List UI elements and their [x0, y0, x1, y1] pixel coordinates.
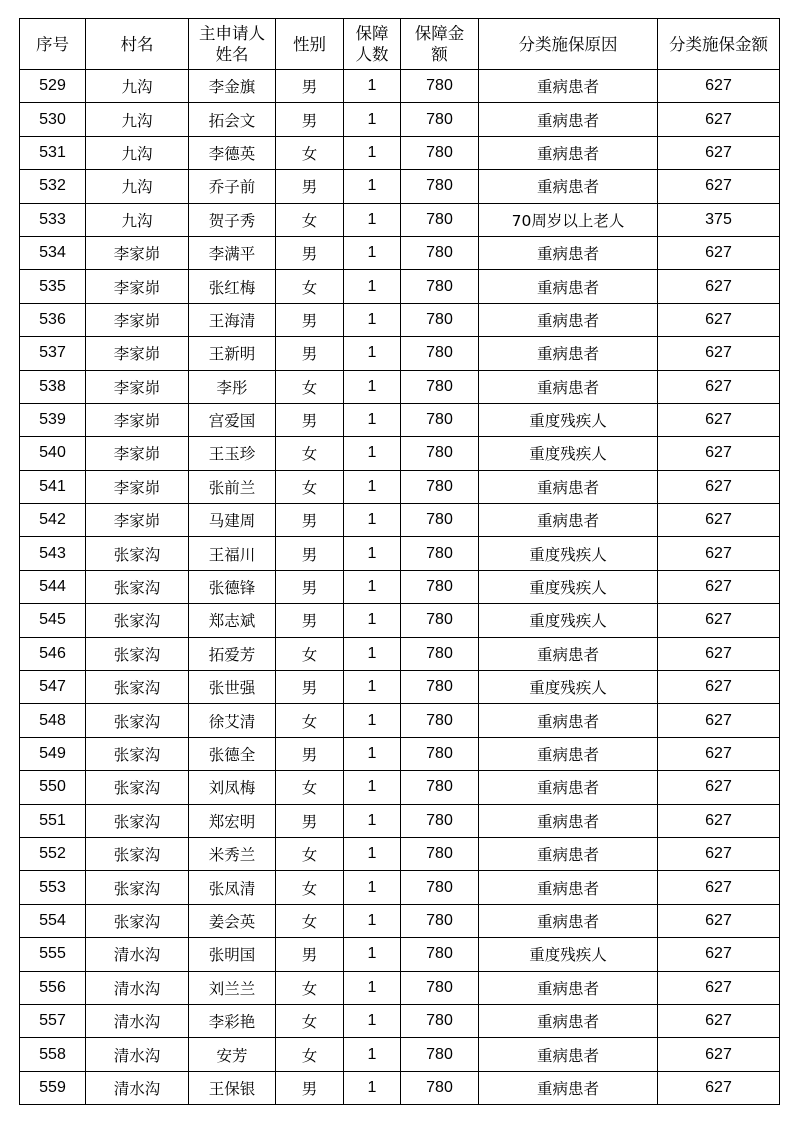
- serial-cell: 536: [20, 303, 86, 336]
- serial-cell: 539: [20, 403, 86, 436]
- persons-cell: 1: [344, 70, 401, 103]
- persons-cell: 1: [344, 437, 401, 470]
- serial-cell: 546: [20, 637, 86, 670]
- table-row: [20, 570, 780, 603]
- category-amount-cell: 627: [658, 938, 780, 971]
- gender-cell: 女: [276, 704, 344, 737]
- persons-cell: 1: [344, 537, 401, 570]
- serial-cell: 545: [20, 604, 86, 637]
- persons-cell: 1: [344, 1038, 401, 1071]
- applicant-cell: 王福川: [189, 537, 276, 570]
- gender-cell: 男: [276, 671, 344, 704]
- applicant-cell: 李彤: [189, 370, 276, 403]
- serial-cell: 549: [20, 737, 86, 770]
- serial-cell: 557: [20, 1004, 86, 1037]
- gender-cell: 男: [276, 170, 344, 203]
- table-row: [20, 236, 780, 269]
- reason-cell: 重度残疾人: [479, 570, 658, 603]
- table-row: [20, 504, 780, 537]
- village-cell: 李家峁: [86, 337, 189, 370]
- gender-cell: 女: [276, 437, 344, 470]
- applicant-cell: 拓会文: [189, 103, 276, 136]
- table-row: [20, 604, 780, 637]
- serial-cell: 532: [20, 170, 86, 203]
- gender-cell: 男: [276, 70, 344, 103]
- persons-cell: 1: [344, 804, 401, 837]
- serial-cell: 554: [20, 904, 86, 937]
- table-row: [20, 737, 780, 770]
- table-row: [20, 170, 780, 203]
- category-amount-cell: 627: [658, 804, 780, 837]
- header-persons: 保障人数: [344, 19, 401, 70]
- village-cell: 张家沟: [86, 737, 189, 770]
- amount-cell: 780: [401, 504, 479, 537]
- persons-cell: 1: [344, 637, 401, 670]
- gender-cell: 男: [276, 938, 344, 971]
- category-amount-cell: 627: [658, 1038, 780, 1071]
- reason-cell: 70周岁以上老人: [479, 203, 658, 236]
- category-amount-cell: 627: [658, 103, 780, 136]
- gender-cell: 女: [276, 1038, 344, 1071]
- persons-cell: 1: [344, 236, 401, 269]
- persons-cell: 1: [344, 570, 401, 603]
- table-row: [20, 437, 780, 470]
- persons-cell: 1: [344, 604, 401, 637]
- serial-cell: 537: [20, 337, 86, 370]
- amount-cell: 780: [401, 938, 479, 971]
- table-row: [20, 303, 780, 336]
- village-cell: 张家沟: [86, 804, 189, 837]
- serial-cell: 534: [20, 236, 86, 269]
- reason-cell: 重病患者: [479, 871, 658, 904]
- header-applicant: 主申请人姓名: [189, 19, 276, 70]
- category-amount-cell: 627: [658, 837, 780, 870]
- assistance-list-sheet: [19, 18, 780, 1105]
- amount-cell: 780: [401, 904, 479, 937]
- gender-cell: 男: [276, 604, 344, 637]
- village-cell: 李家峁: [86, 403, 189, 436]
- applicant-cell: 姜会英: [189, 904, 276, 937]
- amount-cell: 780: [401, 203, 479, 236]
- reason-cell: 重度残疾人: [479, 671, 658, 704]
- reason-cell: 重病患者: [479, 70, 658, 103]
- header-category-amount: 分类施保金额: [658, 19, 780, 70]
- amount-cell: 780: [401, 971, 479, 1004]
- amount-cell: 780: [401, 236, 479, 269]
- category-amount-cell: 627: [658, 904, 780, 937]
- village-cell: 张家沟: [86, 671, 189, 704]
- applicant-cell: 李德英: [189, 136, 276, 169]
- amount-cell: 780: [401, 771, 479, 804]
- gender-cell: 男: [276, 403, 344, 436]
- header-reason: 分类施保原因: [479, 19, 658, 70]
- village-cell: 清水沟: [86, 1004, 189, 1037]
- amount-cell: 780: [401, 103, 479, 136]
- applicant-cell: 乔子前: [189, 170, 276, 203]
- category-amount-cell: 627: [658, 737, 780, 770]
- serial-cell: 531: [20, 136, 86, 169]
- reason-cell: 重度残疾人: [479, 604, 658, 637]
- serial-cell: 552: [20, 837, 86, 870]
- amount-cell: 780: [401, 837, 479, 870]
- reason-cell: 重病患者: [479, 103, 658, 136]
- serial-cell: 542: [20, 504, 86, 537]
- applicant-cell: 李彩艳: [189, 1004, 276, 1037]
- category-amount-cell: 627: [658, 771, 780, 804]
- applicant-cell: 安芳: [189, 1038, 276, 1071]
- gender-cell: 男: [276, 1071, 344, 1104]
- table-row: [20, 1071, 780, 1104]
- category-amount-cell: 627: [658, 136, 780, 169]
- applicant-cell: 郑志斌: [189, 604, 276, 637]
- table-row: [20, 837, 780, 870]
- serial-cell: 550: [20, 771, 86, 804]
- serial-cell: 547: [20, 671, 86, 704]
- category-amount-cell: 627: [658, 537, 780, 570]
- amount-cell: 780: [401, 270, 479, 303]
- village-cell: 李家峁: [86, 236, 189, 269]
- assistance-table: [19, 18, 780, 1105]
- village-cell: 张家沟: [86, 570, 189, 603]
- table-row: [20, 1004, 780, 1037]
- table-header-row: [20, 19, 780, 70]
- village-cell: 李家峁: [86, 303, 189, 336]
- category-amount-cell: 627: [658, 971, 780, 1004]
- gender-cell: 男: [276, 570, 344, 603]
- category-amount-cell: 375: [658, 203, 780, 236]
- amount-cell: 780: [401, 537, 479, 570]
- persons-cell: 1: [344, 103, 401, 136]
- reason-cell: 重病患者: [479, 136, 658, 169]
- category-amount-cell: 627: [658, 637, 780, 670]
- header-amount: 保障金额: [401, 19, 479, 70]
- category-amount-cell: 627: [658, 303, 780, 336]
- persons-cell: 1: [344, 303, 401, 336]
- serial-cell: 556: [20, 971, 86, 1004]
- village-cell: 九沟: [86, 203, 189, 236]
- applicant-cell: 李金旗: [189, 70, 276, 103]
- applicant-cell: 张前兰: [189, 470, 276, 503]
- serial-cell: 529: [20, 70, 86, 103]
- persons-cell: 1: [344, 170, 401, 203]
- table-row: [20, 771, 780, 804]
- village-cell: 张家沟: [86, 537, 189, 570]
- persons-cell: 1: [344, 1071, 401, 1104]
- reason-cell: 重病患者: [479, 837, 658, 870]
- table-row: [20, 904, 780, 937]
- amount-cell: 780: [401, 136, 479, 169]
- table-row: [20, 270, 780, 303]
- serial-cell: 535: [20, 270, 86, 303]
- category-amount-cell: 627: [658, 403, 780, 436]
- category-amount-cell: 627: [658, 504, 780, 537]
- category-amount-cell: 627: [658, 70, 780, 103]
- reason-cell: 重病患者: [479, 470, 658, 503]
- amount-cell: 780: [401, 804, 479, 837]
- reason-cell: 重病患者: [479, 303, 658, 336]
- applicant-cell: 拓爱芳: [189, 637, 276, 670]
- serial-cell: 559: [20, 1071, 86, 1104]
- village-cell: 九沟: [86, 70, 189, 103]
- amount-cell: 780: [401, 671, 479, 704]
- category-amount-cell: 627: [658, 337, 780, 370]
- persons-cell: 1: [344, 737, 401, 770]
- applicant-cell: 马建周: [189, 504, 276, 537]
- applicant-cell: 贺子秀: [189, 203, 276, 236]
- amount-cell: 780: [401, 1071, 479, 1104]
- persons-cell: 1: [344, 1004, 401, 1037]
- applicant-cell: 王新明: [189, 337, 276, 370]
- serial-cell: 558: [20, 1038, 86, 1071]
- category-amount-cell: 627: [658, 570, 780, 603]
- reason-cell: 重病患者: [479, 337, 658, 370]
- village-cell: 张家沟: [86, 771, 189, 804]
- persons-cell: 1: [344, 771, 401, 804]
- category-amount-cell: 627: [658, 871, 780, 904]
- reason-cell: 重病患者: [479, 1038, 658, 1071]
- amount-cell: 780: [401, 1004, 479, 1037]
- gender-cell: 女: [276, 771, 344, 804]
- persons-cell: 1: [344, 904, 401, 937]
- category-amount-cell: 627: [658, 270, 780, 303]
- applicant-cell: 宫爱国: [189, 403, 276, 436]
- amount-cell: 780: [401, 570, 479, 603]
- applicant-cell: 刘凤梅: [189, 771, 276, 804]
- reason-cell: 重病患者: [479, 370, 658, 403]
- amount-cell: 780: [401, 370, 479, 403]
- amount-cell: 780: [401, 337, 479, 370]
- serial-cell: 541: [20, 470, 86, 503]
- amount-cell: 780: [401, 403, 479, 436]
- reason-cell: 重病患者: [479, 1071, 658, 1104]
- category-amount-cell: 627: [658, 370, 780, 403]
- applicant-cell: 张明国: [189, 938, 276, 971]
- village-cell: 李家峁: [86, 470, 189, 503]
- reason-cell: 重病患者: [479, 771, 658, 804]
- village-cell: 张家沟: [86, 837, 189, 870]
- applicant-cell: 王海清: [189, 303, 276, 336]
- category-amount-cell: 627: [658, 704, 780, 737]
- table-row: [20, 370, 780, 403]
- category-amount-cell: 627: [658, 1071, 780, 1104]
- village-cell: 李家峁: [86, 437, 189, 470]
- gender-cell: 女: [276, 871, 344, 904]
- serial-cell: 530: [20, 103, 86, 136]
- amount-cell: 780: [401, 871, 479, 904]
- reason-cell: 重病患者: [479, 737, 658, 770]
- category-amount-cell: 627: [658, 437, 780, 470]
- amount-cell: 780: [401, 437, 479, 470]
- table-row: [20, 70, 780, 103]
- persons-cell: 1: [344, 403, 401, 436]
- serial-cell: 538: [20, 370, 86, 403]
- applicant-cell: 张德全: [189, 737, 276, 770]
- serial-cell: 540: [20, 437, 86, 470]
- village-cell: 张家沟: [86, 704, 189, 737]
- reason-cell: 重度残疾人: [479, 437, 658, 470]
- gender-cell: 女: [276, 837, 344, 870]
- applicant-cell: 刘兰兰: [189, 971, 276, 1004]
- village-cell: 李家峁: [86, 370, 189, 403]
- table-row: [20, 203, 780, 236]
- table-body: [20, 70, 780, 1105]
- gender-cell: 女: [276, 904, 344, 937]
- category-amount-cell: 627: [658, 604, 780, 637]
- serial-cell: 551: [20, 804, 86, 837]
- gender-cell: 男: [276, 303, 344, 336]
- amount-cell: 780: [401, 470, 479, 503]
- applicant-cell: 米秀兰: [189, 837, 276, 870]
- village-cell: 清水沟: [86, 971, 189, 1004]
- village-cell: 九沟: [86, 136, 189, 169]
- village-cell: 李家峁: [86, 504, 189, 537]
- applicant-cell: 张凤清: [189, 871, 276, 904]
- reason-cell: 重度残疾人: [479, 938, 658, 971]
- applicant-cell: 王保银: [189, 1071, 276, 1104]
- applicant-cell: 郑宏明: [189, 804, 276, 837]
- gender-cell: 女: [276, 136, 344, 169]
- table-row: [20, 938, 780, 971]
- reason-cell: 重病患者: [479, 704, 658, 737]
- amount-cell: 780: [401, 1038, 479, 1071]
- category-amount-cell: 627: [658, 671, 780, 704]
- serial-cell: 543: [20, 537, 86, 570]
- reason-cell: 重病患者: [479, 971, 658, 1004]
- table-row: [20, 337, 780, 370]
- amount-cell: 780: [401, 170, 479, 203]
- applicant-cell: 王玉珍: [189, 437, 276, 470]
- reason-cell: 重度残疾人: [479, 537, 658, 570]
- persons-cell: 1: [344, 704, 401, 737]
- amount-cell: 780: [401, 604, 479, 637]
- category-amount-cell: 627: [658, 236, 780, 269]
- table-row: [20, 470, 780, 503]
- persons-cell: 1: [344, 370, 401, 403]
- applicant-cell: 张世强: [189, 671, 276, 704]
- gender-cell: 女: [276, 470, 344, 503]
- persons-cell: 1: [344, 136, 401, 169]
- village-cell: 李家峁: [86, 270, 189, 303]
- gender-cell: 女: [276, 270, 344, 303]
- table-row: [20, 704, 780, 737]
- header-serial: 序号: [20, 19, 86, 70]
- gender-cell: 女: [276, 1004, 344, 1037]
- table-row: [20, 136, 780, 169]
- reason-cell: 重度残疾人: [479, 403, 658, 436]
- table-row: [20, 1038, 780, 1071]
- table-row: [20, 637, 780, 670]
- persons-cell: 1: [344, 938, 401, 971]
- reason-cell: 重病患者: [479, 270, 658, 303]
- reason-cell: 重病患者: [479, 804, 658, 837]
- applicant-cell: 徐艾清: [189, 704, 276, 737]
- persons-cell: 1: [344, 837, 401, 870]
- village-cell: 张家沟: [86, 604, 189, 637]
- table-row: [20, 971, 780, 1004]
- persons-cell: 1: [344, 971, 401, 1004]
- gender-cell: 女: [276, 637, 344, 670]
- persons-cell: 1: [344, 671, 401, 704]
- gender-cell: 女: [276, 971, 344, 1004]
- gender-cell: 男: [276, 737, 344, 770]
- amount-cell: 780: [401, 704, 479, 737]
- persons-cell: 1: [344, 871, 401, 904]
- gender-cell: 男: [276, 537, 344, 570]
- reason-cell: 重病患者: [479, 236, 658, 269]
- village-cell: 张家沟: [86, 637, 189, 670]
- table-row: [20, 871, 780, 904]
- applicant-cell: 张红梅: [189, 270, 276, 303]
- reason-cell: 重病患者: [479, 637, 658, 670]
- gender-cell: 男: [276, 103, 344, 136]
- category-amount-cell: 627: [658, 470, 780, 503]
- village-cell: 九沟: [86, 103, 189, 136]
- gender-cell: 男: [276, 804, 344, 837]
- serial-cell: 548: [20, 704, 86, 737]
- table-row: [20, 103, 780, 136]
- applicant-cell: 张德锋: [189, 570, 276, 603]
- table-row: [20, 403, 780, 436]
- village-cell: 清水沟: [86, 938, 189, 971]
- amount-cell: 780: [401, 737, 479, 770]
- persons-cell: 1: [344, 470, 401, 503]
- village-cell: 清水沟: [86, 1038, 189, 1071]
- applicant-cell: 李满平: [189, 236, 276, 269]
- header-village: 村名: [86, 19, 189, 70]
- serial-cell: 553: [20, 871, 86, 904]
- reason-cell: 重病患者: [479, 1004, 658, 1037]
- category-amount-cell: 627: [658, 1004, 780, 1037]
- gender-cell: 男: [276, 337, 344, 370]
- persons-cell: 1: [344, 504, 401, 537]
- reason-cell: 重病患者: [479, 170, 658, 203]
- amount-cell: 780: [401, 303, 479, 336]
- gender-cell: 女: [276, 203, 344, 236]
- table-row: [20, 804, 780, 837]
- persons-cell: 1: [344, 270, 401, 303]
- amount-cell: 780: [401, 70, 479, 103]
- persons-cell: 1: [344, 337, 401, 370]
- reason-cell: 重病患者: [479, 904, 658, 937]
- serial-cell: 555: [20, 938, 86, 971]
- reason-cell: 重病患者: [479, 504, 658, 537]
- village-cell: 清水沟: [86, 1071, 189, 1104]
- gender-cell: 男: [276, 236, 344, 269]
- village-cell: 张家沟: [86, 904, 189, 937]
- table-row: [20, 537, 780, 570]
- serial-cell: 533: [20, 203, 86, 236]
- category-amount-cell: 627: [658, 170, 780, 203]
- serial-cell: 544: [20, 570, 86, 603]
- village-cell: 张家沟: [86, 871, 189, 904]
- table-row: [20, 671, 780, 704]
- persons-cell: 1: [344, 203, 401, 236]
- amount-cell: 780: [401, 637, 479, 670]
- header-gender: 性别: [276, 19, 344, 70]
- gender-cell: 男: [276, 504, 344, 537]
- village-cell: 九沟: [86, 170, 189, 203]
- gender-cell: 女: [276, 370, 344, 403]
